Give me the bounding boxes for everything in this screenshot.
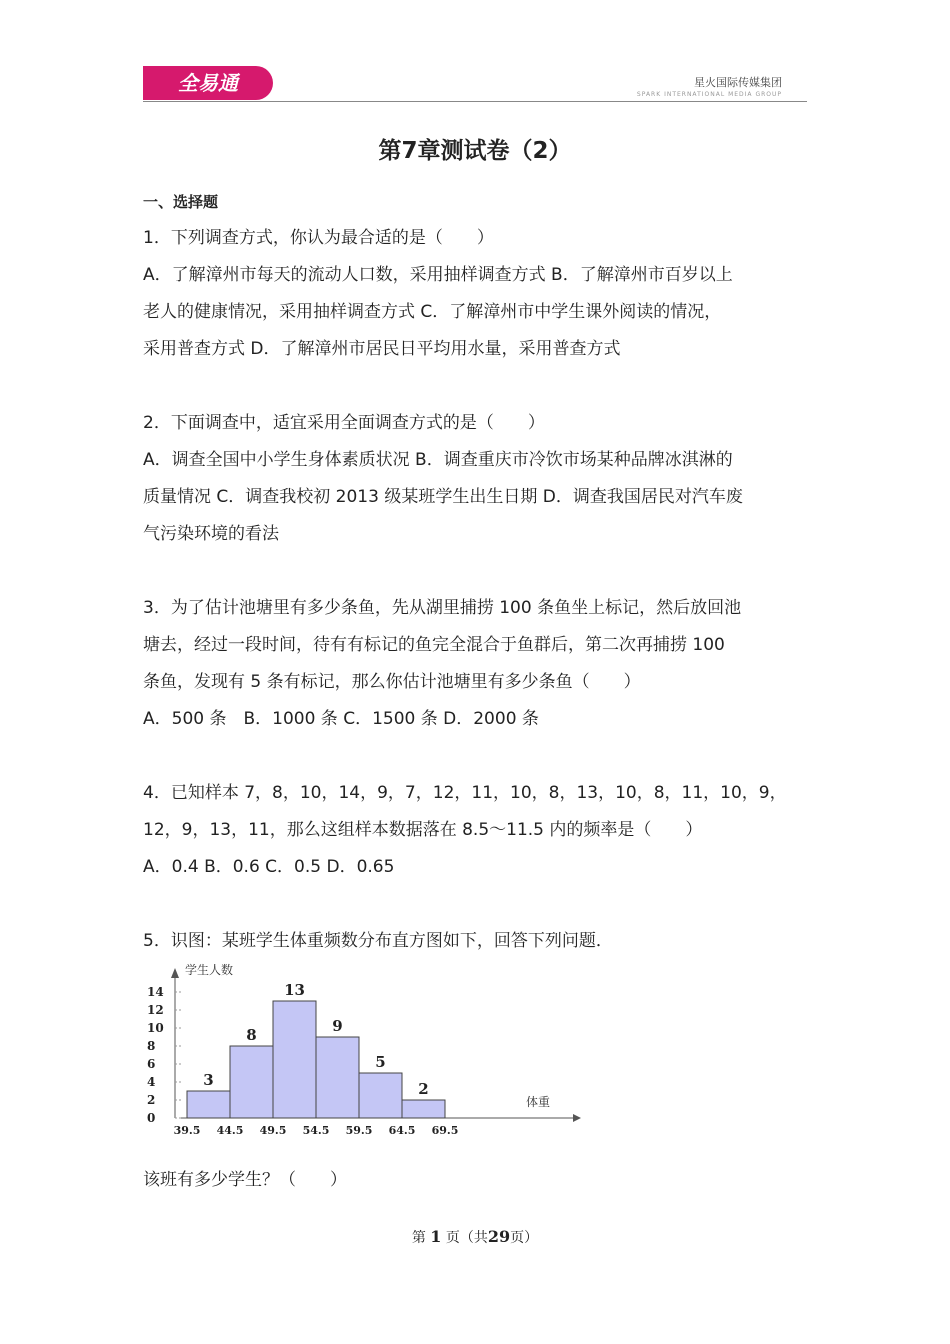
x-tick-label: 49.5: [259, 1124, 287, 1137]
x-tick-label: 54.5: [302, 1124, 330, 1137]
y-axis-label: 学生人数: [185, 963, 234, 977]
histogram-bar: [187, 1091, 230, 1118]
y-tick-label: 8: [147, 1039, 156, 1053]
document-body: [143, 190, 807, 960]
section-title: 一、选择题: [143, 193, 219, 211]
question-line: A．500 条 B．1000 条 C．1500 条 D．2000 条: [143, 709, 539, 729]
x-tick-label: 64.5: [388, 1124, 416, 1137]
footer-middle: 页（共: [445, 1230, 488, 1246]
question-line: 2．下面调查中，适宜采用全面调查方式的是（ ）: [143, 413, 545, 433]
question-4: [143, 775, 807, 886]
question-line: 1．下列调查方式，你认为最合适的是（ ）: [143, 228, 494, 248]
histogram-bar: [359, 1073, 402, 1118]
question-line: 12，9，13，11，那么这组样本数据落在 8.5～11.5 内的频率是（ ）: [143, 820, 703, 840]
bar-value-label: 8: [246, 1026, 257, 1044]
footer-suffix: 页）: [510, 1230, 539, 1246]
page-footer: [0, 1227, 950, 1247]
footer-page-number: 1: [430, 1227, 442, 1246]
logo: 全易通: [143, 66, 273, 100]
question-line: 4．已知样本 7，8，10，14，9，7，12，11，10，8，13，10，8，11，10，9，: [143, 783, 787, 803]
y-axis-arrow: [171, 968, 179, 978]
question-line: 条鱼，发现有 5 条有标记，那么你估计池塘里有多少条鱼（ ）: [143, 672, 641, 692]
question-1: [143, 220, 807, 368]
question-5: [143, 923, 807, 960]
header-rule: [143, 101, 807, 102]
brand-name: 星火国际传媒集团: [694, 76, 782, 89]
question-line: 老人的健康情况，采用抽样调查方式 C．了解漳州市中学生课外阅读的情况，: [143, 302, 722, 322]
x-tick-label: 69.5: [431, 1124, 459, 1137]
question-line: 采用普查方式 D．了解漳州市居民日平均用水量，采用普查方式: [143, 339, 621, 359]
x-tick-label: 59.5: [345, 1124, 373, 1137]
y-tick-label: 12: [147, 1003, 164, 1017]
page-title: 第7章测试卷（2）: [378, 138, 572, 164]
question-line: A．0.4 B．0.6 C．0.5 D．0.65: [143, 857, 395, 877]
footer-total-pages: 29: [487, 1227, 511, 1246]
question-line: 5．识图：某班学生体重频数分布直方图如下，回答下列问题．: [143, 931, 613, 951]
question-line: A．了解漳州市每天的流动人口数，采用抽样调查方式 B．了解漳州市百岁以上: [143, 265, 733, 285]
footer-prefix: 第: [411, 1230, 426, 1246]
question-2: [143, 405, 807, 553]
bar-value-label: 2: [418, 1080, 429, 1098]
bar-value-label: 5: [375, 1053, 386, 1071]
bar-value-label: 9: [332, 1017, 343, 1035]
histogram-bar: [402, 1100, 445, 1118]
question-line: A．调查全国中小学生身体素质状况 B．调查重庆市冷饮市场某种品牌冰淇淋的: [143, 450, 733, 470]
y-tick-label: 14: [147, 985, 164, 999]
brand-subtitle: SPARK INTERNATIONAL MEDIA GROUP: [636, 91, 782, 98]
question-line: 气污染环境的看法: [143, 524, 279, 544]
x-tick-label: 44.5: [216, 1124, 244, 1137]
x-tick-label: 39.5: [173, 1124, 201, 1137]
x-axis-label: 体重: [526, 1095, 551, 1109]
question-line: 3．为了估计池塘里有多少条鱼，先从湖里捕捞 100 条鱼坐上标记，然后放回池: [143, 598, 742, 618]
question-line: 质量情况 C．调查我校初 2013 级某班学生出生日期 D．调查我国居民对汽车废: [143, 487, 743, 507]
question-3: [143, 590, 807, 738]
y-tick-label: 4: [147, 1075, 156, 1089]
brand-block: [637, 74, 782, 98]
x-axis-arrow: [573, 1114, 581, 1122]
y-tick-label: 6: [147, 1057, 156, 1071]
bar-value-label: 3: [203, 1071, 214, 1089]
y-tick-label: 10: [147, 1021, 164, 1035]
question-5-prompt: 该班有多少学生？（ ）: [143, 1170, 347, 1190]
histogram-bar: [230, 1046, 273, 1118]
histogram-bar: [273, 1001, 316, 1118]
question-line: 塘去，经过一段时间，待有有标记的鱼完全混合于鱼群后，第二次再捕捞 100: [143, 635, 725, 655]
bar-value-label: 13: [284, 981, 305, 999]
histogram-chart: [143, 958, 583, 1144]
y-tick-label: 2: [147, 1093, 156, 1107]
histogram-bar: [316, 1037, 359, 1118]
y-tick-label: 0: [147, 1111, 156, 1125]
